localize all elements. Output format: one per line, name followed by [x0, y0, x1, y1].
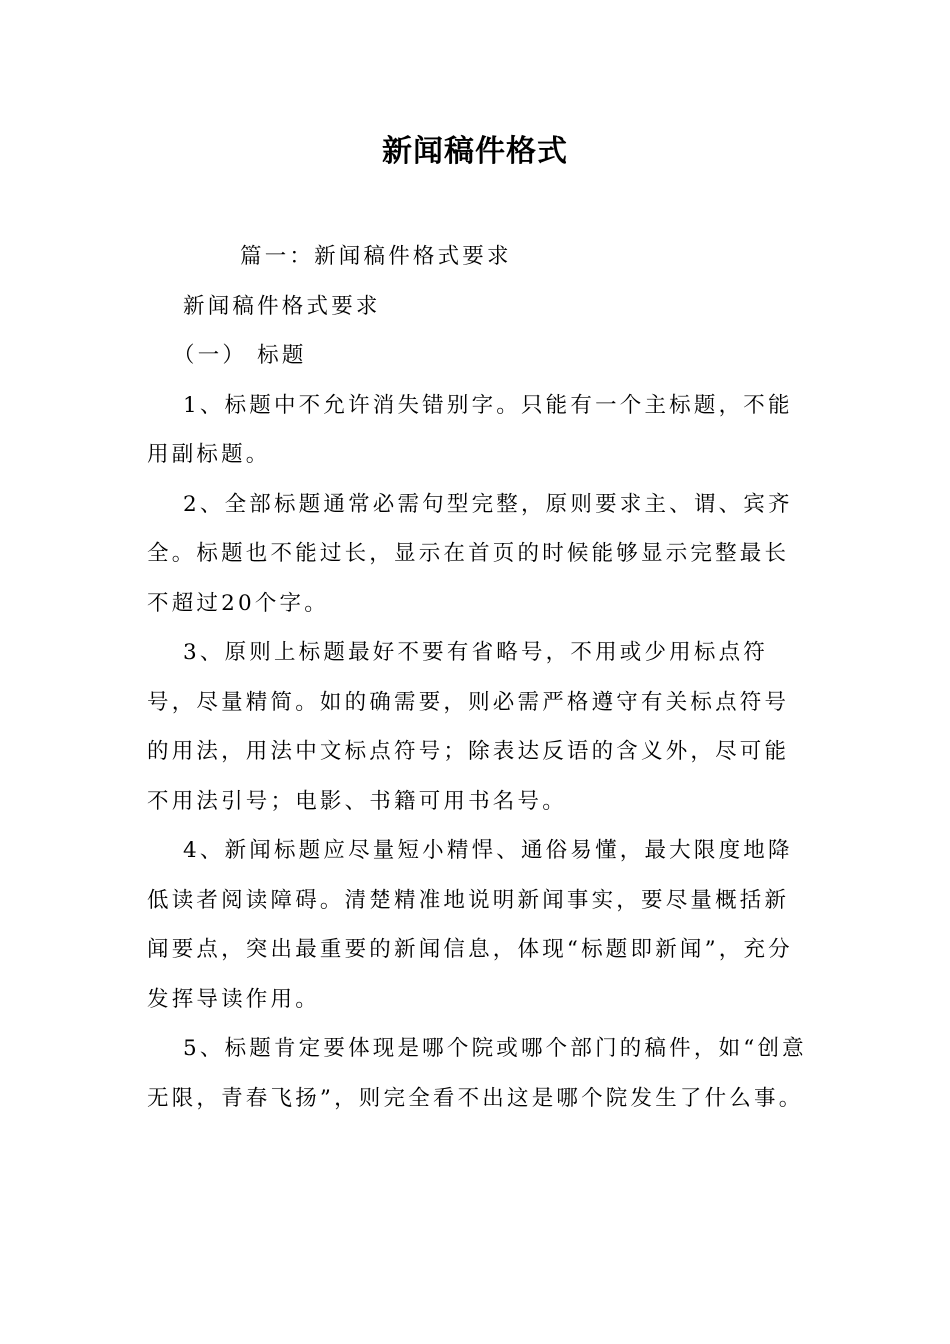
paragraph-3: 3、原则上标题最好不要有省略号，不用或少用标点符号，尽量精简。如的确需要，则必需严格遵守有关标点符号的用法，用法中文标点符号；除表达反语的含义外，尽可能不用法引号；电影、书籍可用书名号。 — [147, 640, 790, 814]
section-heading: 篇一：新闻稿件格式要求 — [240, 244, 512, 269]
item-heading: （一） 标题 — [173, 343, 307, 368]
subsection-heading: 新闻稿件格式要求 — [183, 293, 381, 319]
paragraph-4: 4、新闻标题应尽量短小精悍、通俗易懂，最大限度地降低读者阅读障碍。清楚精准地说明新闻事实，要尽量概括新闻要点，突出最重要的新闻信息，体现“标题即新闻”，充分发挥导读作用。 — [147, 838, 793, 1012]
paragraph-2: 2、全部标题通常必需句型完整，原则要求主、谓、宾齐全。标题也不能过长，显示在首页的时候能够显示完整最长不超过20个字。 — [147, 491, 793, 616]
document-title: 新闻稿件格式 — [382, 134, 568, 169]
paragraph-5: 5、标题肯定要体现是哪个院或哪个部门的稿件，如“创意无限，青春飞扬”，则完全看不出这是哪个院发生了什么事。 — [147, 1036, 807, 1111]
document-body — [147, 232, 809, 1123]
paragraph-1: 1、标题中不允许消失错别字。只能有一个主标题，不能用副标题。 — [147, 392, 793, 467]
